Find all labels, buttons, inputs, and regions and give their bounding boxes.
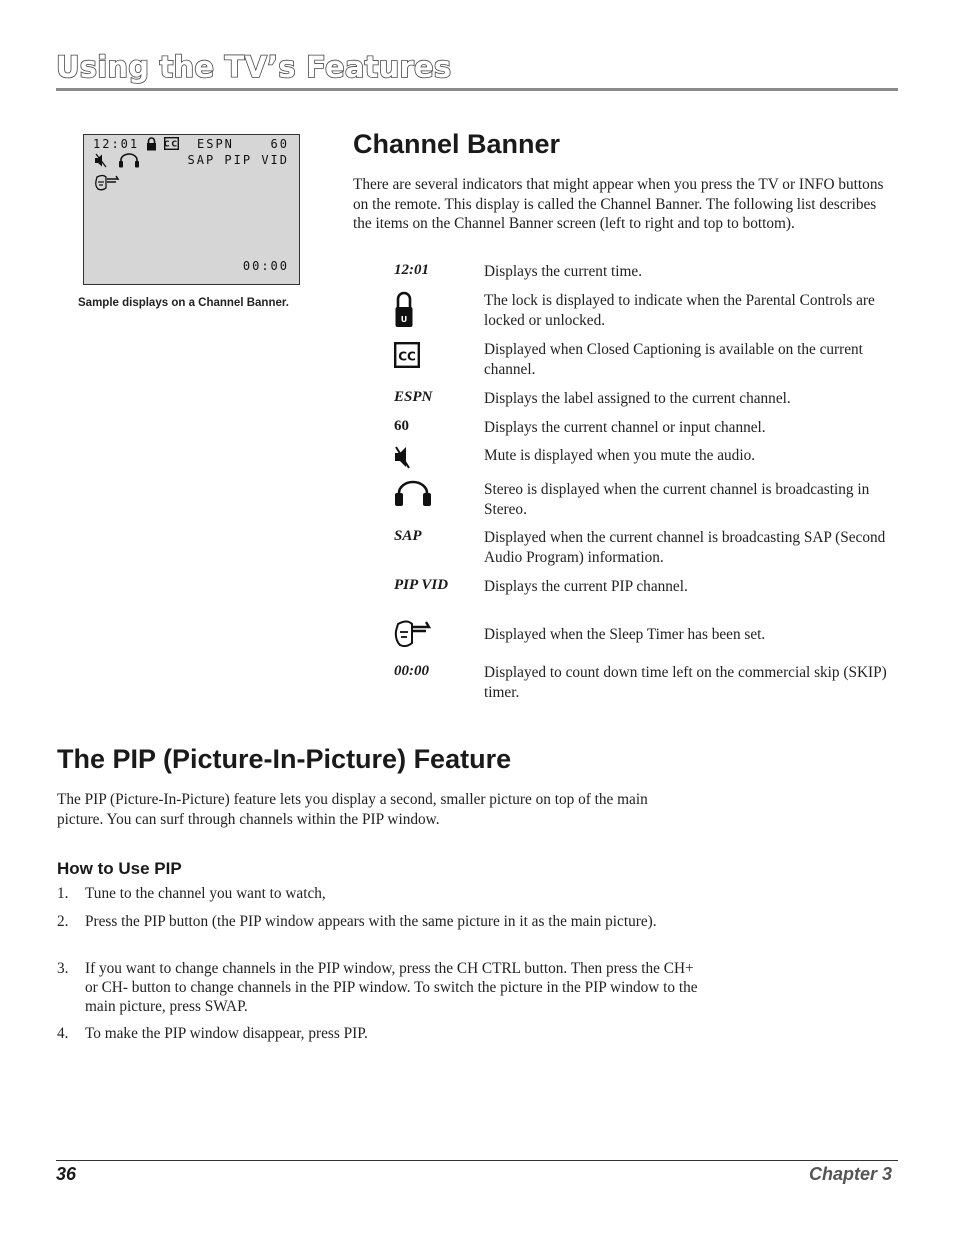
indicator-description: Displayed to count down time left on the commercial skip (SKIP) timer. (484, 664, 887, 701)
svg-text:U: U (400, 315, 408, 324)
channel-banner-title: Channel Banner (353, 129, 561, 159)
stereo-icon (118, 153, 140, 171)
svg-text:CC: CC (398, 349, 416, 364)
step-text: To make the PIP window disappear, press PIP. (85, 1025, 368, 1042)
mute-icon (94, 153, 108, 171)
banner-caption: Sample displays on a Channel Banner. (78, 297, 289, 309)
indicator-key: ESPN (394, 389, 433, 405)
banner-skip-timer: 00:00 (242, 259, 289, 273)
sleep-timer-icon (394, 617, 432, 656)
cc-icon (394, 342, 420, 373)
indicator-description: Displays the current time. (484, 263, 643, 280)
channel-banner-intro: There are several indicators that might appear when you press the TV or INFO buttons on the remote. This display is called the Channel Banner. The following list describes the items on the Channel Banner screen (left to right and top to bottom). (353, 176, 884, 232)
pip-title: The PIP (Picture-In-Picture) Feature (57, 744, 512, 774)
indicator-description: The lock is displayed to indicate when the Parental Controls are locked or unlocked. (484, 292, 875, 329)
step-number: 2. (57, 913, 69, 930)
step-number: 4. (57, 1025, 69, 1042)
indicator-key: SAP (394, 528, 422, 544)
footer-rule (56, 1160, 898, 1161)
sleep-timer-icon (94, 173, 120, 196)
header-rule (56, 88, 898, 91)
banner-audio-pip-line: SAP PIP VID (187, 153, 289, 167)
page-header-title: Using the TV’s Features (56, 50, 452, 84)
mute-icon (394, 444, 412, 475)
cc-icon (164, 137, 179, 153)
indicator-description: Displayed when the Sleep Timer has been set. (484, 626, 766, 643)
indicator-description: Displayed when the current channel is broadcasting SAP (Second Audio Program) information. (484, 529, 886, 566)
banner-channel-label: ESPN (197, 137, 234, 151)
lock-icon (394, 291, 414, 334)
step-text: Tune to the channel you want to watch, (85, 885, 326, 902)
stereo-icon (394, 480, 432, 513)
how-to-use-pip-heading: How to Use PIP (57, 859, 182, 878)
page-number: 36 (56, 1164, 77, 1184)
pip-intro: The PIP (Picture-In-Picture) feature lets you display a second, smaller picture on top of the main picture. You can surf through channels within the PIP window. (57, 791, 648, 828)
step-text: If you want to change channels in the PIP window, press the CH CTRL button. Then press the CH+ or CH- button to change channels in the PIP window. To switch the picture in the PIP window to the main picture, press SWAP. (85, 960, 698, 1015)
chapter-label: Chapter 3 (808, 1164, 892, 1184)
channel-banner-sample (83, 134, 300, 285)
indicator-description: Displays the label assigned to the current channel. (484, 390, 791, 407)
indicator-description: Stereo is displayed when the current channel is broadcasting in Stereo. (484, 481, 870, 518)
lock-icon (146, 137, 157, 154)
banner-channel-number: 60 (270, 137, 289, 151)
indicator-key: 00:00 (394, 663, 429, 679)
indicator-key: 60 (394, 418, 409, 434)
indicator-description: Displayed when Closed Captioning is available on the current channel. (484, 341, 863, 378)
svg-text:CC: CC (164, 139, 179, 149)
step-number: 1. (57, 885, 69, 902)
indicator-description: Displays the current channel or input channel. (484, 419, 766, 436)
indicator-key: PIP VID (394, 577, 449, 593)
step-number: 3. (57, 960, 69, 977)
step-text: Press the PIP button (the PIP window appears with the same picture in it as the main picture). (85, 913, 657, 930)
indicator-description: Mute is displayed when you mute the audio. (484, 447, 756, 464)
banner-time: 12:01 (93, 137, 140, 151)
indicator-description: Displays the current PIP channel. (484, 578, 688, 595)
indicator-key: 12:01 (394, 262, 429, 278)
